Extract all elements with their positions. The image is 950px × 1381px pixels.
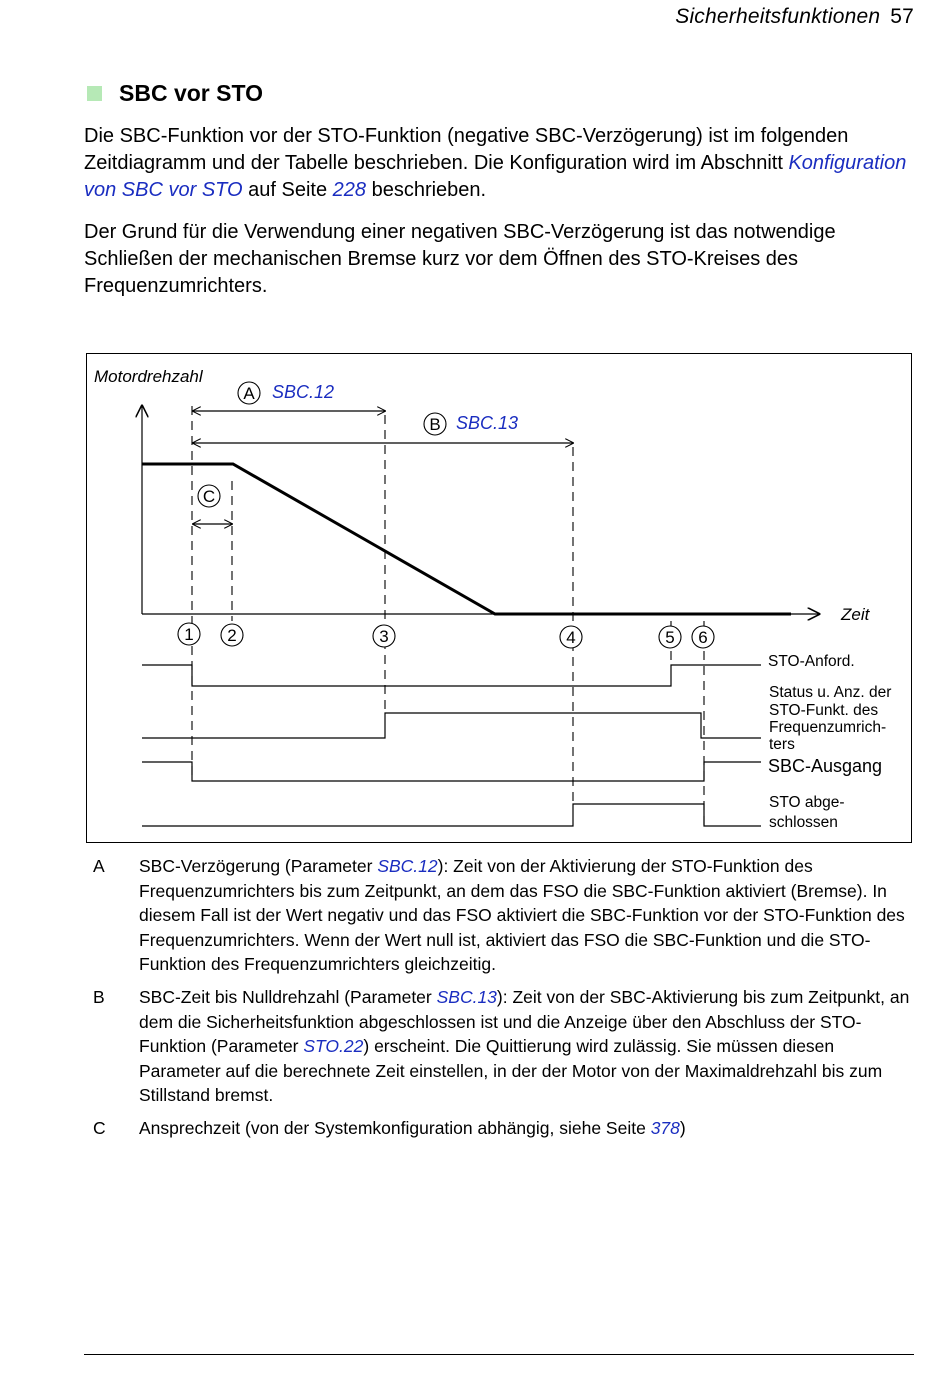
label-status-line-2: STO-Funkt. des <box>769 702 879 719</box>
link-sbc12[interactable]: SBC.12 <box>377 856 438 876</box>
intro-paragraph <box>84 123 924 204</box>
y-axis-label: Motordrehzahl <box>94 367 203 386</box>
param-link-sbc12[interactable]: SBC.12 <box>272 382 335 402</box>
link-sbc13[interactable]: SBC.13 <box>436 986 497 1007</box>
marker-letter-c: C <box>202 487 216 506</box>
label-status-line-1: Status u. Anz. der <box>769 684 892 701</box>
section-heading <box>87 80 263 107</box>
legend-item-c <box>93 1116 913 1141</box>
page-header <box>675 5 914 29</box>
x-axis-label: Zeit <box>841 605 870 624</box>
label-status-line-3: Frequenzumrich- <box>769 719 887 736</box>
legend-c-part-1: Ansprechzeit (von der Systemkonfiguration abhängig, siehe Seite <box>139 1117 651 1138</box>
label-sto-done-line-1: STO abge- <box>769 794 845 811</box>
param-link-sbc13[interactable]: SBC.13 <box>456 413 519 433</box>
label-sto-done-line-2: schlossen <box>769 814 838 831</box>
link-page-378[interactable]: 378 <box>650 1117 680 1138</box>
footer-divider <box>84 1354 914 1355</box>
event-marker-6 <box>692 626 714 648</box>
event-marker-4 <box>560 626 582 648</box>
event-marker-3 <box>373 625 395 647</box>
label-sbc-output: SBC-Ausgang <box>768 756 883 776</box>
legend-letter-a: A <box>93 856 105 876</box>
label-sto-request: STO-Anford. <box>768 653 855 670</box>
header-section-title: Sicherheitsfunktionen <box>675 5 881 28</box>
legend-b-part-3: ) erscheint. Die Quittierung wird zulässig. Sie müssen diesen Parameter auf die berechnete Zeit einstellen, in der der Motor von der Maximaldrehzahl bis zum Stillstand bremst. <box>139 1036 883 1106</box>
link-sto22[interactable]: STO.22 <box>303 1036 364 1057</box>
label-status-line-4: ters <box>769 736 795 753</box>
signal-sto-completed <box>142 804 761 826</box>
marker-letter-a: A <box>243 384 255 403</box>
legend-text-c <box>139 1116 913 1141</box>
event-marker-1 <box>178 623 200 645</box>
event-guide-lines <box>192 406 704 826</box>
legend-b-part-2: ): Zeit von der SBC-Aktivierung bis zum Zeitpunkt, an dem die Sicherheitsfunktion abgeschlossen ist und die Anzeige über den Abschluss der STO-Funktion (Parameter <box>139 986 910 1057</box>
link-config-sbc-before-sto[interactable]: Konfiguration von SBC vor STO <box>84 152 907 201</box>
intro-text-3: beschrieben. <box>366 179 487 201</box>
section-bullet-icon <box>87 86 102 101</box>
signal-sbc-output <box>142 762 761 781</box>
link-page-228[interactable]: 228 <box>332 179 367 201</box>
section-title: SBC vor STO <box>119 80 263 106</box>
event-number-1: 1 <box>184 625 194 644</box>
legend-item-b <box>93 985 913 1108</box>
event-number-4: 4 <box>566 628 576 647</box>
intro-text-1: Die SBC-Funktion vor der STO-Funktion (negative SBC-Verzögerung) ist im folgenden Zeitdiagramm und der Tabelle beschrieben. Die Konfiguration wird im Abschnitt <box>84 125 849 174</box>
event-marker-5 <box>659 626 681 648</box>
reason-paragraph: Der Grund für die Verwendung einer negativen SBC-Verzögerung ist das notwendige Schließen der mechanischen Bremse kurz vor dem Öffnen des STO-Kreises des Frequenzumrichters. <box>84 221 836 297</box>
motor-speed-curve <box>142 464 791 614</box>
legend-a-part-1: SBC-Verzögerung (Parameter <box>139 856 378 876</box>
marker-letter-b: B <box>429 415 441 434</box>
event-number-6: 6 <box>698 628 708 647</box>
legend-text-a <box>139 854 913 977</box>
timing-diagram <box>86 353 912 843</box>
event-marker-2 <box>221 624 243 646</box>
signal-sto-status <box>142 713 761 738</box>
legend-list <box>93 854 913 1149</box>
event-number-2: 2 <box>227 626 237 645</box>
intro-text-2: auf Seite <box>242 179 333 201</box>
event-number-3: 3 <box>379 627 389 646</box>
legend-a-part-2: ): Zeit von der Aktivierung der STO-Funktion des Frequenzumrichters bis zum Zeitpunkt, an dem das FSO die SBC-Funktion aktiviert (Bremse). In diesem Fall ist der Wert negativ und das FSO aktiviert die SBC-Funktion vor der STO-Funktion des Frequenzumrichters. Wenn der Wert null ist, aktiviert das FSO die SBC-Funktion und die STO-Funktion des Frequenzumrichters gleichzeitig. <box>139 856 905 975</box>
signal-sto-request <box>142 665 761 686</box>
page-number: 57 <box>890 5 914 28</box>
legend-b-part-1: SBC-Zeit bis Nulldrehzahl (Parameter <box>139 986 437 1007</box>
diagram-axes <box>142 406 819 614</box>
legend-text-b <box>139 985 913 1108</box>
legend-letter-c: C <box>93 1117 106 1138</box>
event-number-5: 5 <box>665 628 675 647</box>
legend-item-a <box>93 854 913 977</box>
legend-c-part-2: ) <box>679 1117 686 1138</box>
legend-letter-b: B <box>93 986 105 1007</box>
